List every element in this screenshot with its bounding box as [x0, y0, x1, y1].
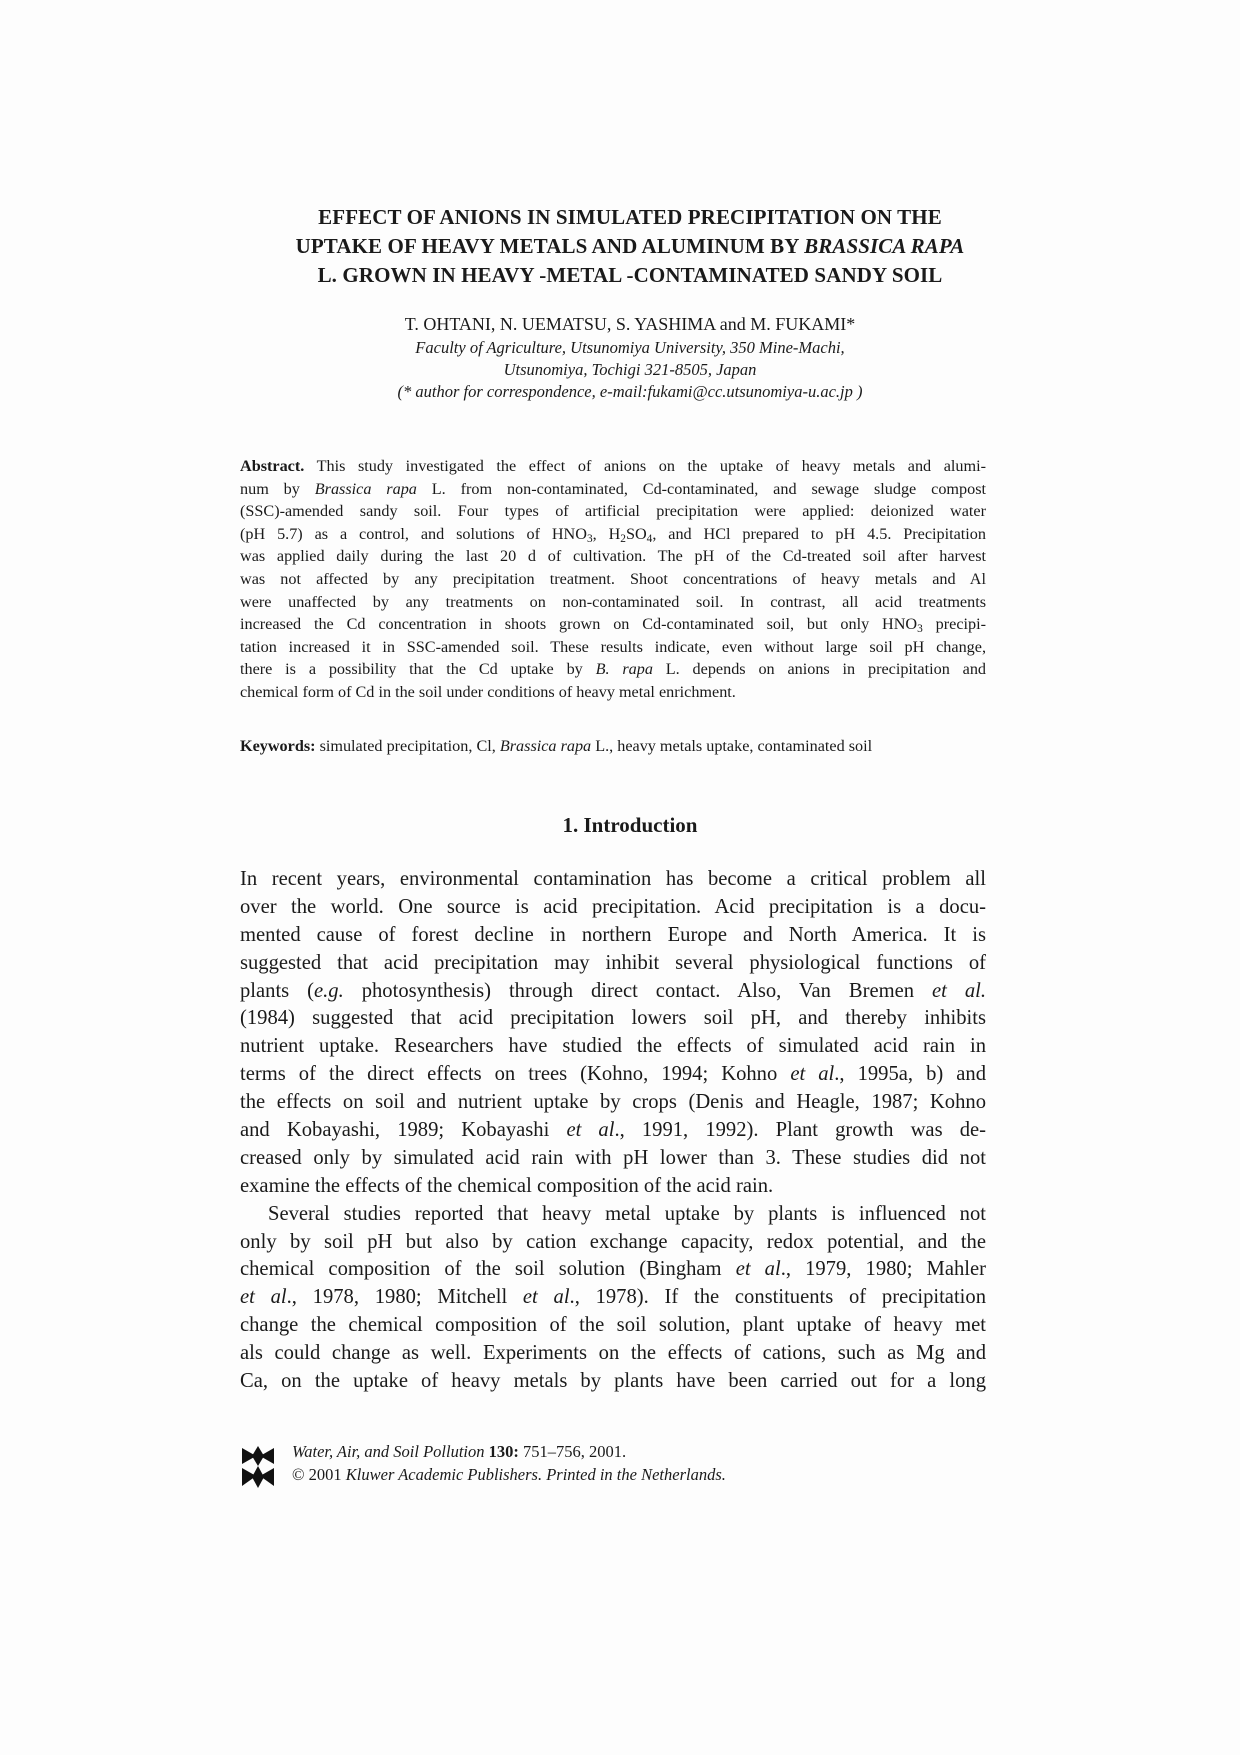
intro-line: terms of the direct effects on trees (Kohno, 1994; Kohno et al., 1995a, b) and	[240, 1063, 987, 1086]
intro-line: suggested that acid precipitation may inhibit several physiological functions of	[240, 951, 986, 974]
intro-line: chemical composition of the soil solution (Bingham et al., 1979, 1980; Mahler	[240, 1258, 987, 1281]
intro-line: Several studies reported that heavy metal uptake by plants is influenced not	[268, 1202, 986, 1225]
author-list: T. OHTANI, N. UEMATSU, S. YASHIMA and M. FUKAMI*	[404, 314, 856, 334]
affiliation-line-1: Faculty of Agriculture, Utsunomiya University, 350 Mine-Machi,	[415, 338, 845, 357]
title-species: BRASSICA RAPA	[804, 234, 965, 258]
intro-line: only by soil pH but also by cation exchange capacity, redox potential, and the	[240, 1230, 986, 1253]
abstract-line: num by Brassica rapa L. from non-contaminated, Cd-contaminated, and sewage sludge compost	[240, 479, 986, 498]
citation	[292, 1440, 726, 1486]
title-line-1: EFFECT OF ANIONS IN SIMULATED PRECIPITATION ON THE	[318, 205, 942, 229]
introduction-body	[240, 866, 986, 1396]
affiliation	[230, 337, 1030, 403]
affiliation-line-2: Utsunomiya, Tochigi 321-8505, Japan	[503, 360, 757, 379]
intro-line: over the world. One source is acid precipitation. Acid precipitation is a docu-	[240, 895, 986, 918]
intro-line: the effects on soil and nutrient uptake by crops (Denis and Heagle, 1987; Kohno	[240, 1091, 986, 1114]
copyright-line: © 2001 Kluwer Academic Publishers. Printed in the Netherlands.	[292, 1465, 726, 1484]
abstract-line: increased the Cd concentration in shoots grown on Cd-contaminated soil, but only $HNO_3$ precipi-	[240, 615, 986, 635]
abstract-line: tation increased it in SSC-amended soil. These results indicate, even without large soil pH change,	[240, 637, 986, 656]
abstract-label: Abstract.	[240, 457, 305, 475]
intro-line: and Kobayashi, 1989; Kobayashi et al., 1991, 1992). Plant growth was de-	[240, 1119, 987, 1142]
correspondence-line: (* author for correspondence, e-mail:fukami@cc.utsunomiya-u.ac.jp )	[397, 382, 863, 401]
intro-line: (1984) suggested that acid precipitation lowers soil pH, and thereby inhibits	[240, 1007, 986, 1030]
abstract-line: was applied daily during the last 20 d of cultivation. The pH of the Cd-treated soil after harvest	[240, 547, 986, 566]
intro-line: mented cause of forest decline in northern Europe and North America. It is	[240, 923, 986, 946]
title-line-2: UPTAKE OF HEAVY METALS AND ALUMINUM BY BRASSICA RAPA	[295, 234, 965, 258]
keywords-label: Keywords:	[240, 737, 316, 755]
abstract-line: (pH 5.7) as a control, and solutions of $HNO_3$, $H_2SO_4$, and HCl prepared to pH 4.5. Precipitation	[240, 524, 986, 545]
section-heading-introduction: 1. Introduction	[562, 813, 698, 837]
intro-line: change the chemical composition of the soil solution, plant uptake of heavy met	[240, 1314, 986, 1337]
journal-name: Water, Air, and Soil Pollution	[292, 1442, 485, 1461]
intro-line: et al., 1978, 1980; Mitchell et al., 1978). If the constituents of precipitation	[240, 1286, 986, 1309]
keywords: Keywords: simulated precipitation, Cl, Brassica rapa L., heavy metals uptake, contaminated soil	[240, 737, 873, 755]
intro-line: nutrient uptake. Researchers have studied the effects of simulated acid rain in	[240, 1035, 986, 1058]
intro-line: Ca, on the uptake of heavy metals by plants have been carried out for a long	[240, 1370, 986, 1393]
title-line-3: L. GROWN IN HEAVY -METAL -CONTAMINATED SANDY SOIL	[317, 263, 943, 287]
intro-line: plants (e.g. photosynthesis) through direct contact. Also, Van Bremen et al.	[240, 979, 986, 1002]
paper-title	[230, 203, 1030, 290]
kluwer-logo-icon	[240, 1444, 276, 1490]
abstract	[240, 455, 986, 704]
abstract-line: was not affected by any precipitation treatment. Shoot concentrations of heavy metals and Al	[240, 569, 986, 588]
citation-line: Water, Air, and Soil Pollution 130: 751–756, 2001.	[292, 1442, 627, 1461]
abstract-line: chemical form of Cd in the soil under conditions of heavy metal enrichment.	[240, 682, 736, 701]
intro-line: als could change as well. Experiments on the effects of cations, such as Mg and	[240, 1342, 986, 1365]
abstract-line: Abstract. This study investigated the effect of anions on the uptake of heavy metals and alumi-	[240, 457, 986, 475]
publisher-name: Kluwer Academic Publishers. Printed in the Netherlands.	[345, 1465, 726, 1484]
abstract-line: there is a possibility that the Cd uptake by B. rapa L. depends on anions in precipitation and	[240, 660, 987, 679]
intro-line: examine the effects of the chemical composition of the acid rain.	[240, 1174, 774, 1197]
abstract-line: (SSC)-amended sandy soil. Four types of artificial precipitation were applied: deionized water	[240, 502, 986, 521]
intro-line: In recent years, environmental contamination has become a critical problem all	[240, 868, 986, 890]
abstract-line: were unaffected by any treatments on non-contaminated soil. In contrast, all acid treatments	[240, 592, 986, 611]
journal-footer	[240, 1440, 986, 1500]
intro-line: creased only by simulated acid rain with pH lower than 3. These studies did not	[240, 1146, 986, 1169]
